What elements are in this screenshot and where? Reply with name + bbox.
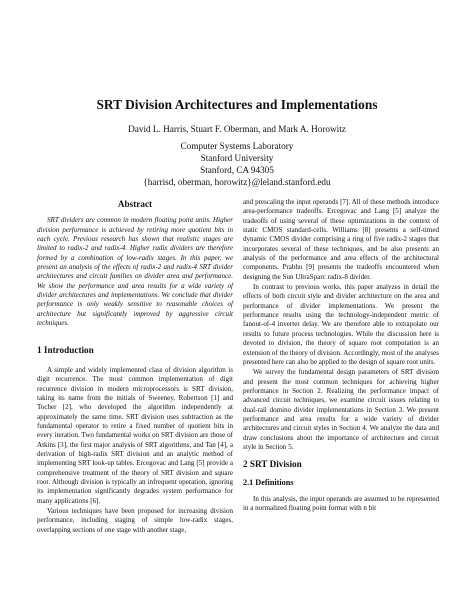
affiliation-university: Stanford University xyxy=(200,153,274,164)
abstract-heading: Abstract xyxy=(117,199,153,209)
intro-paragraph-1: A simple and widely implemented class of division algorithm is digit recurrence. The most common implementation of digit recurrence division in modern microprocessors is SRT division, taking its name from the initials of Sweeney, Robertson [1] and Tocher [2], who developed the algorithm independently at approximately the same time. SRT division uses subtraction as the fundamental operator to retire a fixed number of quotient bits in every iteration. Two fundamental works on SRT division are those of Atkins [3], the first major analysis of SRT algorithms, and Tan [4], a derivation of high-radix SRT division and an analytic method of implementing SRT look-up tables. Ercegovac and Lang [5] provide a comprehensive treatment of the theory of SRT division and square root. Although division is typically an infrequent operation, ignoring its implementation significantly degrades system performance for many applications [6]. xyxy=(37,365,233,505)
paper-title: SRT Division Architectures and Implementations xyxy=(96,97,378,112)
affiliation-address: Stanford, CA 94305 xyxy=(200,165,274,176)
right-paragraph-3: We survey the fundamental design parameters of SRT division and present the most common techniques for achieving higher performance in Section 2. Realizing the performance impact of advanced circuit techniques, we examine circuit issues relating to dual-rail domino divider implementations in Section 3. We present performance and area results for a wide variety of divider architectures and circuit styles in Section 4. We analyze the data and draw conclusions about the importance of architecture and circuit style in Section 5. xyxy=(243,368,439,451)
right-paragraph-2: In contrast to previous works, this paper analyzes in detail the effects of both circuit style and divider architecture on the area and performance of divider implementations. We present the performance results using the technology-independent metric of fanout-of-4 inverter delay. We are therefore able to extrapolate our results to future process technologies. While the discussion here is devoted to division, the theory of square root computation is an extension of the theory of division. Accordingly, most of the analyses presented here can also be applied to the design of square root units. xyxy=(243,283,439,366)
section2-heading: 2 SRT Division xyxy=(243,459,302,470)
affiliation-block xyxy=(0,140,474,188)
definitions-paragraph: In this analysis, the input operands are assumed to be represented in a normalized floating point format with n bit xyxy=(243,494,439,513)
subsection-definitions-heading: 2.1 Definitions xyxy=(243,477,294,487)
affiliation-emails: {harrisd, oberman, horowitz}@leland.stanford.edu xyxy=(143,177,331,188)
affiliation-lab: Computer Systems Laboratory xyxy=(180,141,294,151)
paper-authors: David L. Harris, Stuart F. Oberman, and Mark A. Horowitz xyxy=(128,124,346,134)
introduction-heading: 1 Introduction xyxy=(37,345,94,356)
intro-paragraph-2: Various techniques have been proposed for increasing division performance, including staging of simple low-radix stages, overlapping sections of one stage with another stage, xyxy=(37,506,233,534)
right-column xyxy=(243,198,439,514)
right-paragraph-1: and prescaling the input operands [7]. All of these methods introduce area-performance tradeoffs. Ercegovac and Lang [5] analyze the tradeoffs of using several of these optimizations in the context of static CMOS standard-cells. Williams [8] presents a self-timed dynamic CMOS divider comprising a ring of five radix-2 stages that incorporates several of these techniques, and he also presents an analysis of the performance and area effects of the architectural components. Prabhu [9] presents the tradeoffs encountered when designing the Sun UltraSparc radix-8 divider. xyxy=(243,198,439,281)
abstract-text: SRT dividers are common in modern floating point units. Higher division performance is achieved by retiring more quotient bits in each cycle. Previous research has shown that realistic stages are limited to radix-2 and radix-4. Higher radix dividers are therefore formed by a combination of low-radix stages. In this paper, we present an analysis of the effects of radix-2 and radix-4 SRT divider architectures and circuit families on divider area and performance. We show the performance and area results for a wide variety of divider architectures and implementations. We conclude that divider performance is only weakly sensitive to reasonable choices of architecture but significantly improved by aggressive circuit techniques. xyxy=(37,216,233,328)
left-column xyxy=(37,200,233,535)
